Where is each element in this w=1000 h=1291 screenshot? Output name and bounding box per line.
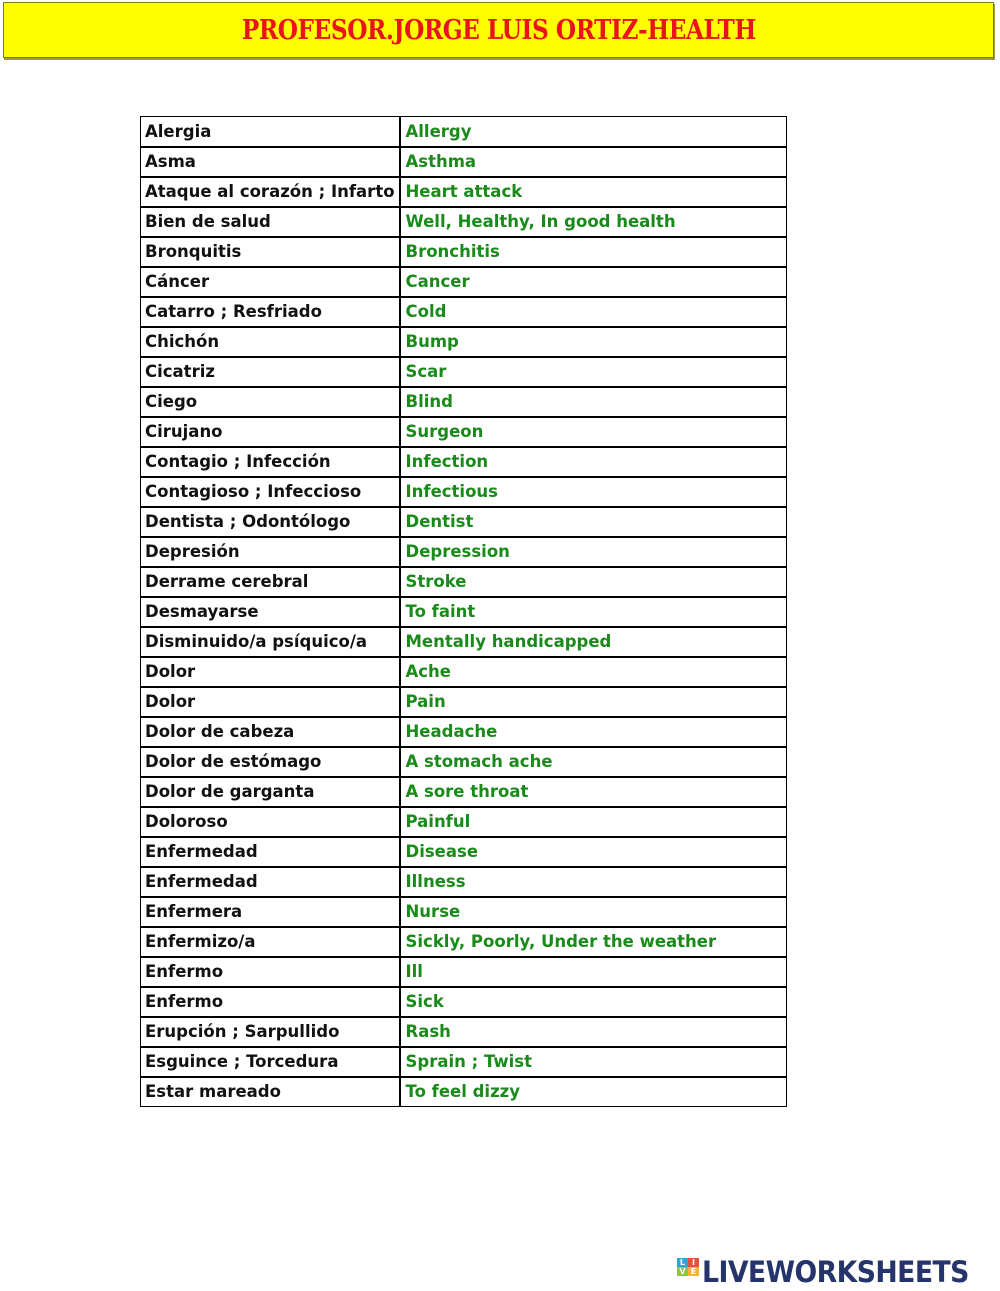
table-row xyxy=(141,957,787,987)
english-translation: Surgeon xyxy=(400,417,787,447)
spanish-term: Contagio ; Infección xyxy=(141,447,400,477)
table-row xyxy=(141,477,787,507)
english-translation: Infectious xyxy=(400,477,787,507)
english-translation: Disease xyxy=(400,837,787,867)
english-translation: Depression xyxy=(400,537,787,567)
table-row xyxy=(141,1077,787,1107)
table-row xyxy=(141,507,787,537)
spanish-term: Enfermizo/a xyxy=(141,927,400,957)
table-row xyxy=(141,117,787,147)
spanish-term: Enfermedad xyxy=(141,867,400,897)
english-translation: Well, Healthy, In good health xyxy=(400,207,787,237)
spanish-term: Dolor xyxy=(141,687,400,717)
english-translation: A sore throat xyxy=(400,777,787,807)
spanish-term: Contagioso ; Infeccioso xyxy=(141,477,400,507)
table-row xyxy=(141,147,787,177)
spanish-term: Dolor de cabeza xyxy=(141,717,400,747)
spanish-term: Catarro ; Resfriado xyxy=(141,297,400,327)
table-row xyxy=(141,207,787,237)
vocabulary-table xyxy=(140,116,787,1107)
spanish-term: Bien de salud xyxy=(141,207,400,237)
english-translation: Rash xyxy=(400,1017,787,1047)
english-translation: Ache xyxy=(400,657,787,687)
spanish-term: Dolor de garganta xyxy=(141,777,400,807)
english-translation: Dentist xyxy=(400,507,787,537)
spanish-term: Dentista ; Odontólogo xyxy=(141,507,400,537)
english-translation: Headache xyxy=(400,717,787,747)
spanish-term: Cáncer xyxy=(141,267,400,297)
logo-tile: I xyxy=(688,1258,699,1267)
spanish-term: Cicatriz xyxy=(141,357,400,387)
table-row xyxy=(141,807,787,837)
spanish-term: Ataque al corazón ; Infarto xyxy=(141,177,400,207)
english-translation: Scar xyxy=(400,357,787,387)
english-translation: Stroke xyxy=(400,567,787,597)
table-row xyxy=(141,567,787,597)
english-translation: Bump xyxy=(400,327,787,357)
spanish-term: Bronquitis xyxy=(141,237,400,267)
english-translation: Sick xyxy=(400,987,787,1017)
english-translation: Mentally handicapped xyxy=(400,627,787,657)
english-translation: A stomach ache xyxy=(400,747,787,777)
table-row xyxy=(141,657,787,687)
english-translation: Pain xyxy=(400,687,787,717)
english-translation: Sickly, Poorly, Under the weather xyxy=(400,927,787,957)
english-translation: Nurse xyxy=(400,897,787,927)
spanish-term: Derrame cerebral xyxy=(141,567,400,597)
english-translation: Bronchitis xyxy=(400,237,787,267)
table-row xyxy=(141,417,787,447)
english-translation: Blind xyxy=(400,387,787,417)
english-translation: Painful xyxy=(400,807,787,837)
table-row xyxy=(141,267,787,297)
spanish-term: Estar mareado xyxy=(141,1077,400,1107)
english-translation: To feel dizzy xyxy=(400,1077,787,1107)
table-row xyxy=(141,927,787,957)
table-row xyxy=(141,627,787,657)
table-row xyxy=(141,447,787,477)
english-translation: Cold xyxy=(400,297,787,327)
english-translation: Sprain ; Twist xyxy=(400,1047,787,1077)
logo-tile: L xyxy=(677,1258,688,1267)
spanish-term: Disminuido/a psíquico/a xyxy=(141,627,400,657)
english-translation: Asthma xyxy=(400,147,787,177)
spanish-term: Depresión xyxy=(141,537,400,567)
spanish-term: Enfermo xyxy=(141,987,400,1017)
table-row xyxy=(141,687,787,717)
english-translation: Heart attack xyxy=(400,177,787,207)
liveworksheets-brand xyxy=(677,1255,992,1289)
table-row xyxy=(141,747,787,777)
spanish-term: Enfermo xyxy=(141,957,400,987)
spanish-term: Dolor de estómago xyxy=(141,747,400,777)
liveworksheets-logo-icon xyxy=(677,1258,699,1286)
table-row xyxy=(141,837,787,867)
spanish-term: Chichón xyxy=(141,327,400,357)
table-row xyxy=(141,597,787,627)
spanish-term: Esguince ; Torcedura xyxy=(141,1047,400,1077)
spanish-term: Erupción ; Sarpullido xyxy=(141,1017,400,1047)
table-row xyxy=(141,357,787,387)
table-row xyxy=(141,717,787,747)
spanish-term: Ciego xyxy=(141,387,400,417)
table-row xyxy=(141,987,787,1017)
spanish-term: Doloroso xyxy=(141,807,400,837)
table-row xyxy=(141,297,787,327)
table-row xyxy=(141,537,787,567)
title-banner xyxy=(3,2,994,58)
table-row xyxy=(141,867,787,897)
table-row xyxy=(141,237,787,267)
english-translation: Ill xyxy=(400,957,787,987)
english-translation: To faint xyxy=(400,597,787,627)
vocabulary-table-body xyxy=(141,117,787,1107)
spanish-term: Asma xyxy=(141,147,400,177)
logo-tile: V xyxy=(677,1267,688,1276)
spanish-term: Cirujano xyxy=(141,417,400,447)
table-row xyxy=(141,1047,787,1077)
table-row xyxy=(141,327,787,357)
english-translation: Infection xyxy=(400,447,787,477)
page-title: PROFESOR.JORGE LUIS ORTIZ-HEALTH xyxy=(241,14,756,46)
spanish-term: Enfermedad xyxy=(141,837,400,867)
english-translation: Illness xyxy=(400,867,787,897)
english-translation: Allergy xyxy=(400,117,787,147)
table-row xyxy=(141,777,787,807)
spanish-term: Desmayarse xyxy=(141,597,400,627)
spanish-term: Enfermera xyxy=(141,897,400,927)
spanish-term: Alergia xyxy=(141,117,400,147)
table-row xyxy=(141,1017,787,1047)
brand-name: LIVEWORKSHEETS xyxy=(701,1255,969,1289)
table-row xyxy=(141,387,787,417)
table-row xyxy=(141,177,787,207)
table-row xyxy=(141,897,787,927)
english-translation: Cancer xyxy=(400,267,787,297)
logo-tile: E xyxy=(688,1267,699,1276)
spanish-term: Dolor xyxy=(141,657,400,687)
